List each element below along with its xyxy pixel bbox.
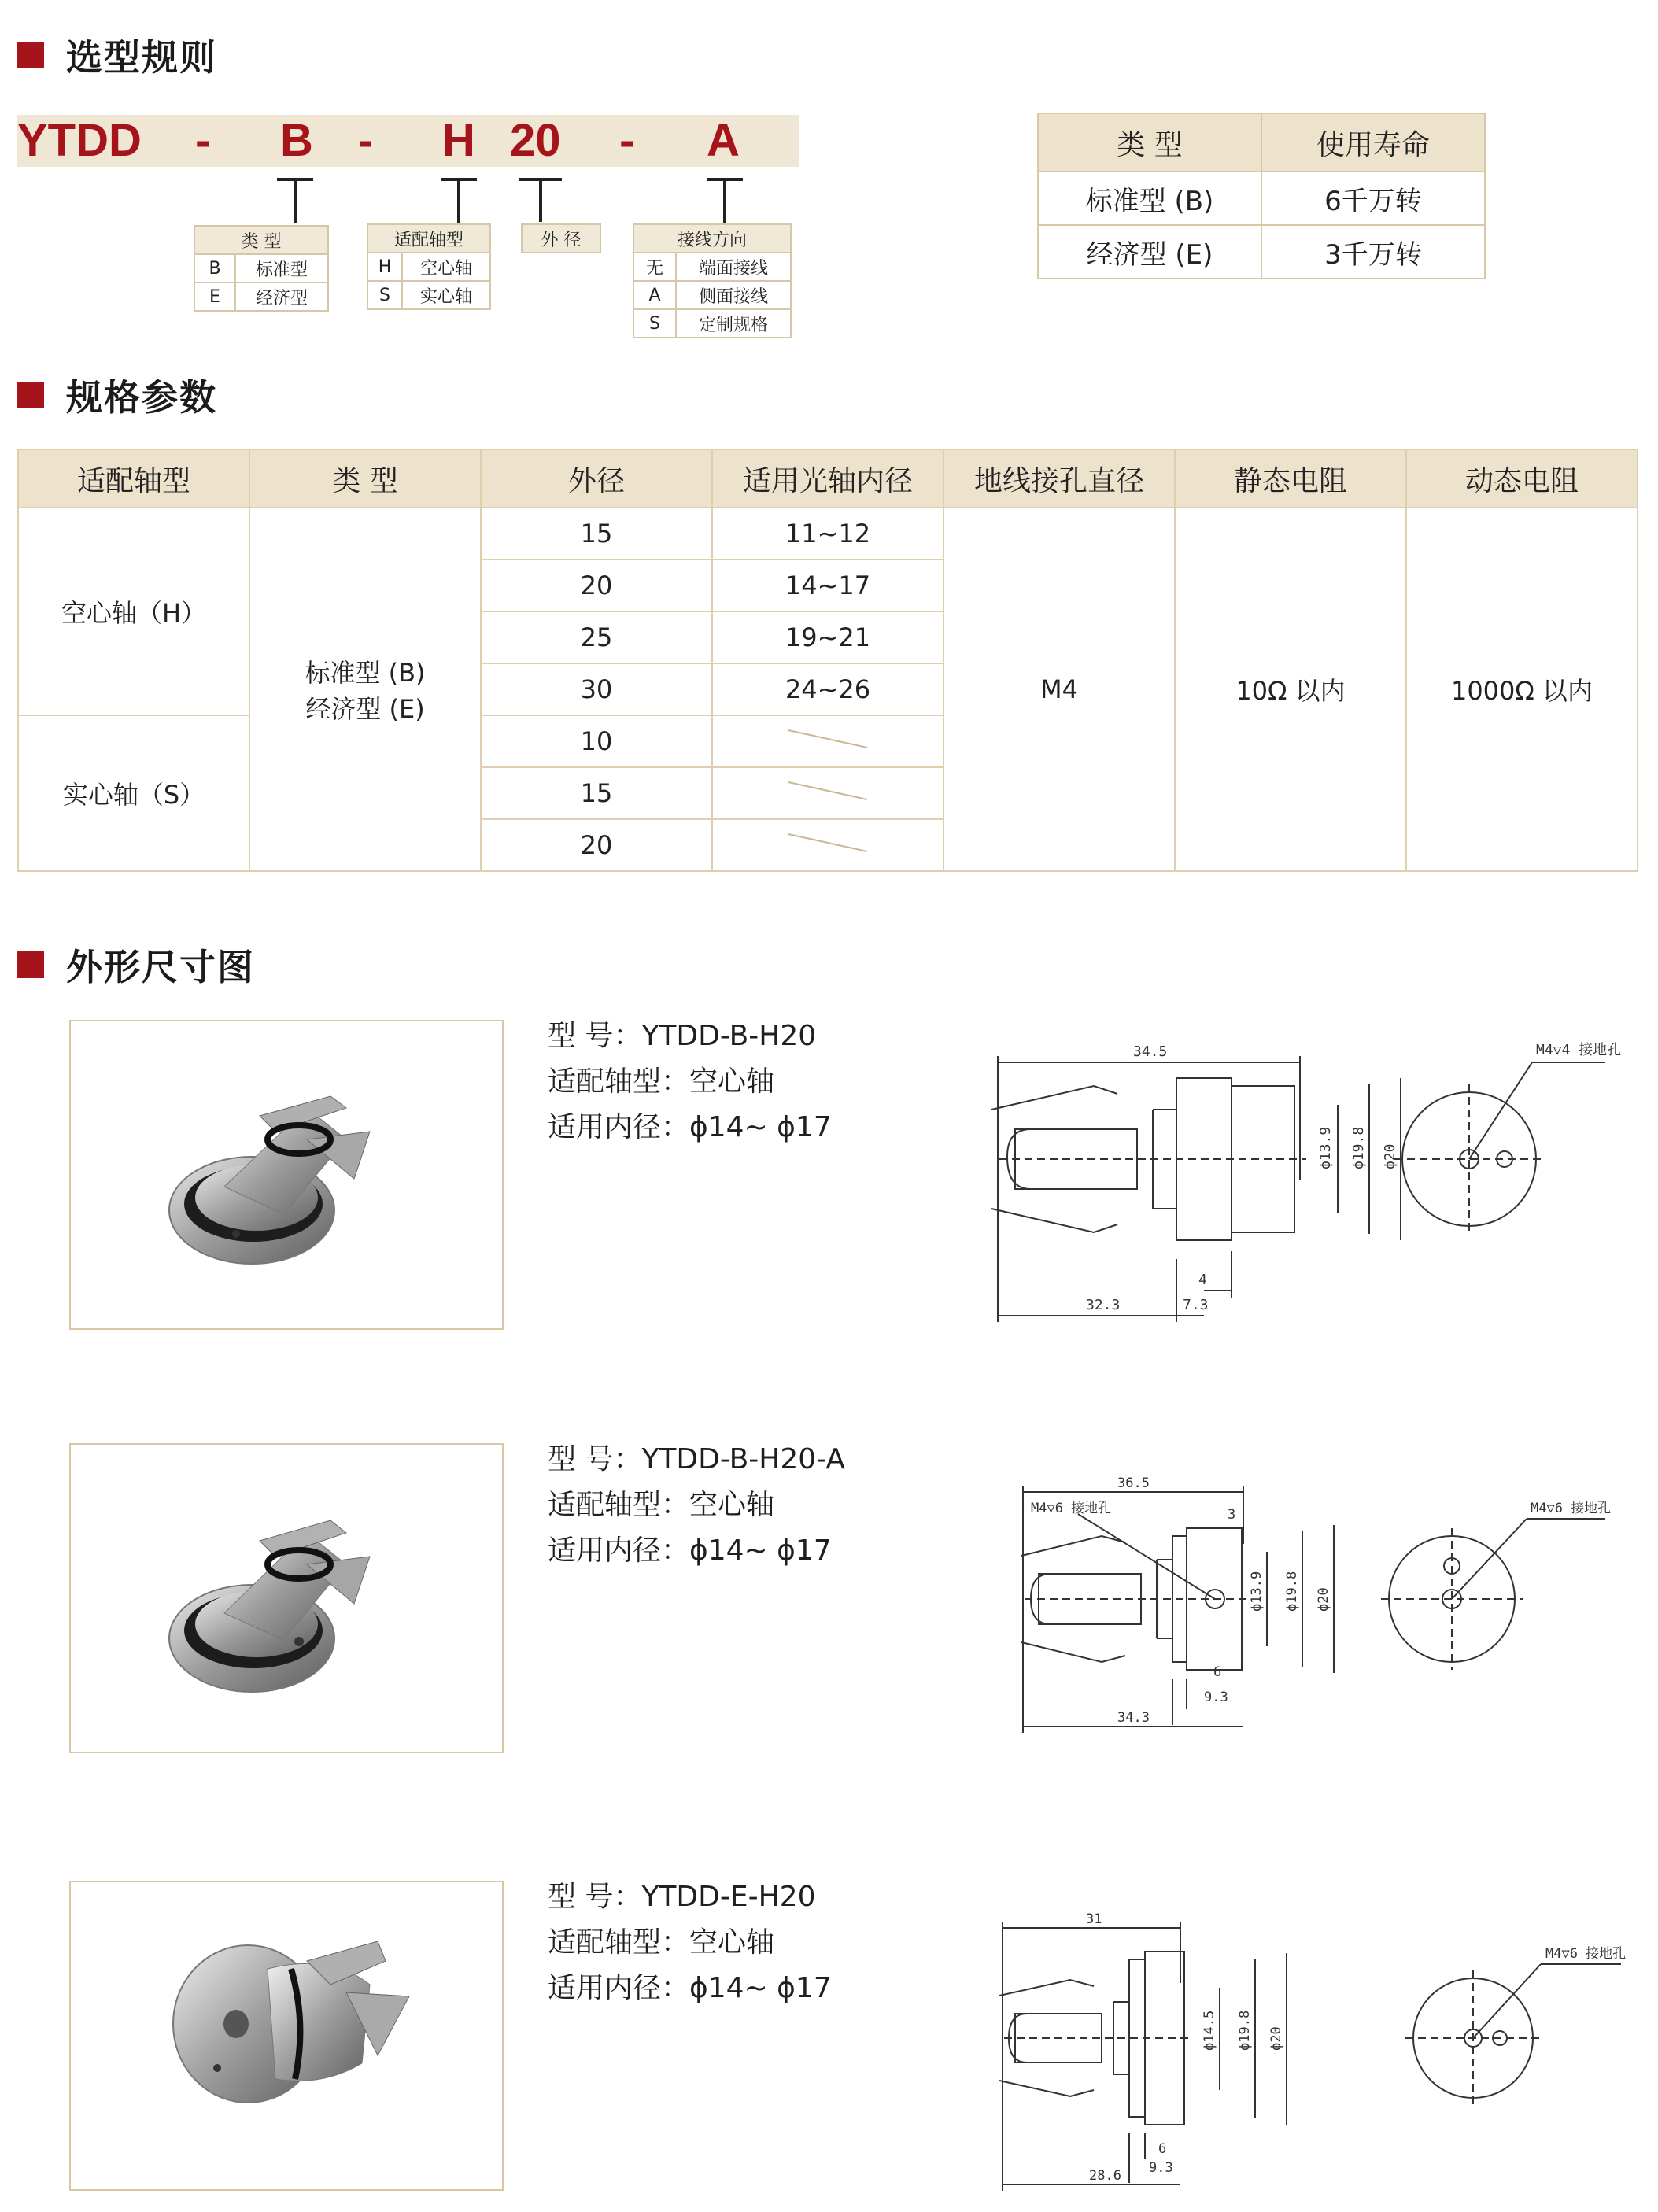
dim-label: ϕ19.8 bbox=[1237, 2010, 1253, 2051]
code-cell: 无 bbox=[633, 253, 676, 281]
product-info bbox=[548, 1437, 845, 1574]
direction-breakdown-header: 接线方向 bbox=[633, 224, 791, 253]
section-title: 外形尺寸图 bbox=[66, 946, 255, 988]
model-code-shaft: H bbox=[442, 115, 475, 166]
section-marker-icon bbox=[17, 951, 44, 978]
dim-label: 9.3 bbox=[1149, 2160, 1173, 2176]
dim-label: 28.6 bbox=[1089, 2168, 1121, 2184]
dimension-drawing-1 bbox=[976, 1023, 1637, 1330]
type-cell bbox=[249, 508, 481, 871]
model-code-direction: A bbox=[707, 115, 740, 166]
section-title: 选型规则 bbox=[66, 36, 217, 79]
dim-label: 7.3 bbox=[1183, 1297, 1209, 1313]
section-marker-icon bbox=[17, 42, 44, 68]
direction-breakdown-table bbox=[633, 223, 792, 338]
dim-label: 32.3 bbox=[1086, 1297, 1121, 1313]
code-cell: S bbox=[633, 309, 676, 338]
dim-label: ϕ20 bbox=[1382, 1143, 1398, 1169]
spec-header: 适用光轴内径 bbox=[712, 449, 943, 508]
section-heading-dimensions bbox=[17, 941, 255, 988]
code-cell: E bbox=[194, 283, 235, 311]
life-header-life: 使用寿命 bbox=[1261, 113, 1485, 172]
desc-cell: 标准型 bbox=[235, 254, 328, 283]
model-code-dash: - bbox=[619, 115, 635, 166]
life-cell: 3千万转 bbox=[1261, 225, 1485, 279]
id-cell: 19~21 bbox=[712, 611, 943, 663]
od-cell: 10 bbox=[481, 715, 712, 767]
slip-ring-photo-icon bbox=[71, 1021, 502, 1328]
model-label: 型 号：YTDD-B-H20-A bbox=[548, 1443, 845, 1475]
model-label: 型 号：YTDD-E-H20 bbox=[548, 1881, 816, 1913]
model-code-dash: - bbox=[195, 115, 211, 166]
shaft-label: 适配轴型：空心轴 bbox=[548, 1489, 775, 1521]
spec-table bbox=[17, 449, 1638, 872]
life-cell: 标准型 (B) bbox=[1038, 172, 1261, 225]
product-photo bbox=[69, 1881, 504, 2191]
ground-cell: M4 bbox=[943, 508, 1175, 871]
dim-label: ϕ20 bbox=[1268, 2026, 1284, 2051]
dim-label: 6 bbox=[1158, 2141, 1167, 2157]
section-marker-icon bbox=[17, 382, 44, 408]
dim-label: 34.3 bbox=[1117, 1710, 1150, 1726]
shaft-hollow-cell: 空心轴（H） bbox=[18, 508, 249, 715]
id-cell-empty bbox=[712, 819, 943, 871]
type-breakdown-table bbox=[194, 225, 329, 312]
shaft-solid-cell: 实心轴（S） bbox=[18, 715, 249, 871]
slip-ring-photo-icon bbox=[71, 1882, 502, 2189]
code-cell: A bbox=[633, 281, 676, 309]
desc-cell: 经济型 bbox=[235, 283, 328, 311]
od-breakdown-table bbox=[521, 223, 601, 253]
section-heading-specs bbox=[17, 371, 217, 419]
od-cell: 15 bbox=[481, 767, 712, 819]
type-line: 经济型 (E) bbox=[305, 694, 425, 724]
model-code-type: B bbox=[280, 115, 313, 166]
desc-cell: 实心轴 bbox=[402, 281, 490, 309]
dim-label: 3 bbox=[1228, 1507, 1236, 1523]
desc-cell: 定制规格 bbox=[676, 309, 791, 338]
id-cell: 14~17 bbox=[712, 559, 943, 611]
spec-header: 适配轴型 bbox=[18, 449, 249, 508]
desc-cell: 侧面接线 bbox=[676, 281, 791, 309]
section-title: 规格参数 bbox=[66, 376, 217, 419]
product-photo bbox=[69, 1020, 504, 1330]
od-breakdown-header: 外 径 bbox=[522, 224, 600, 253]
id-cell-empty bbox=[712, 715, 943, 767]
spec-header: 类 型 bbox=[249, 449, 481, 508]
connector bbox=[539, 178, 542, 222]
code-cell: S bbox=[367, 281, 402, 309]
model-code-series: YTDD bbox=[17, 115, 142, 166]
inner-diameter-label: 适用内径：ϕ14~ ϕ17 bbox=[548, 1534, 832, 1567]
dim-label: M4▽6 接地孔 bbox=[1031, 1501, 1112, 1516]
life-header-type: 类 型 bbox=[1038, 113, 1261, 172]
connector bbox=[457, 178, 460, 223]
model-label: 型 号：YTDD-B-H20 bbox=[548, 1020, 817, 1052]
na-slash-icon bbox=[785, 774, 871, 806]
shaft-breakdown-header: 适配轴型 bbox=[367, 224, 490, 253]
desc-cell: 端面接线 bbox=[676, 253, 791, 281]
dim-label: ϕ20 bbox=[1316, 1587, 1331, 1612]
na-slash-icon bbox=[785, 826, 871, 858]
dimension-drawing-2 bbox=[1007, 1473, 1637, 1756]
dim-label: 6 bbox=[1213, 1664, 1222, 1680]
dim-label: M4▽6 接地孔 bbox=[1531, 1501, 1612, 1516]
code-cell: B bbox=[194, 254, 235, 283]
dim-label: 36.5 bbox=[1117, 1475, 1150, 1491]
static-resistance-cell: 10Ω 以内 bbox=[1175, 508, 1406, 871]
section-heading-selection bbox=[17, 31, 217, 79]
id-cell: 11~12 bbox=[712, 508, 943, 559]
dim-label: ϕ19.8 bbox=[1284, 1571, 1300, 1612]
slip-ring-photo-icon bbox=[71, 1445, 502, 1752]
life-cell: 6千万转 bbox=[1261, 172, 1485, 225]
shaft-breakdown-table bbox=[367, 223, 491, 310]
dim-label: 31 bbox=[1086, 1911, 1102, 1927]
od-cell: 25 bbox=[481, 611, 712, 663]
type-breakdown-header: 类 型 bbox=[194, 226, 328, 254]
product-info bbox=[548, 1014, 832, 1150]
connector bbox=[723, 178, 726, 223]
dim-label: 34.5 bbox=[1133, 1043, 1168, 1060]
shaft-label: 适配轴型：空心轴 bbox=[548, 1926, 775, 1959]
dim-label: ϕ19.8 bbox=[1350, 1126, 1367, 1169]
product-info bbox=[548, 1874, 832, 2011]
life-cell: 经济型 (E) bbox=[1038, 225, 1261, 279]
dim-label: 4 bbox=[1198, 1272, 1207, 1288]
inner-diameter-label: 适用内径：ϕ14~ ϕ17 bbox=[548, 1111, 832, 1143]
id-cell: 24~26 bbox=[712, 663, 943, 715]
dim-label: ϕ13.9 bbox=[1317, 1126, 1334, 1169]
od-cell: 15 bbox=[481, 508, 712, 559]
dimension-drawing-3 bbox=[984, 1907, 1637, 2206]
dim-label: M4▽4 接地孔 bbox=[1536, 1042, 1622, 1058]
service-life-table bbox=[1037, 113, 1486, 279]
id-cell-empty bbox=[712, 767, 943, 819]
dynamic-resistance-cell: 1000Ω 以内 bbox=[1406, 508, 1638, 871]
od-cell: 30 bbox=[481, 663, 712, 715]
spec-header: 静态电阻 bbox=[1175, 449, 1406, 508]
dim-label: ϕ14.5 bbox=[1202, 2010, 1217, 2051]
product-photo bbox=[69, 1443, 504, 1753]
model-code-od: 20 bbox=[510, 115, 561, 166]
type-line: 标准型 (B) bbox=[305, 658, 426, 688]
spec-header: 外径 bbox=[481, 449, 712, 508]
od-cell: 20 bbox=[481, 819, 712, 871]
connector bbox=[294, 178, 297, 223]
code-cell: H bbox=[367, 253, 402, 281]
spec-header: 动态电阻 bbox=[1406, 449, 1638, 508]
model-code-dash: - bbox=[358, 115, 374, 166]
dim-label: M4▽6 接地孔 bbox=[1545, 1946, 1627, 1962]
dim-label: ϕ13.9 bbox=[1249, 1571, 1265, 1612]
desc-cell: 空心轴 bbox=[402, 253, 490, 281]
shaft-label: 适配轴型：空心轴 bbox=[548, 1065, 775, 1098]
inner-diameter-label: 适用内径：ϕ14~ ϕ17 bbox=[548, 1972, 832, 2004]
spec-header: 地线接孔直径 bbox=[943, 449, 1175, 508]
na-slash-icon bbox=[785, 722, 871, 754]
dim-label: 9.3 bbox=[1204, 1689, 1228, 1705]
od-cell: 20 bbox=[481, 559, 712, 611]
